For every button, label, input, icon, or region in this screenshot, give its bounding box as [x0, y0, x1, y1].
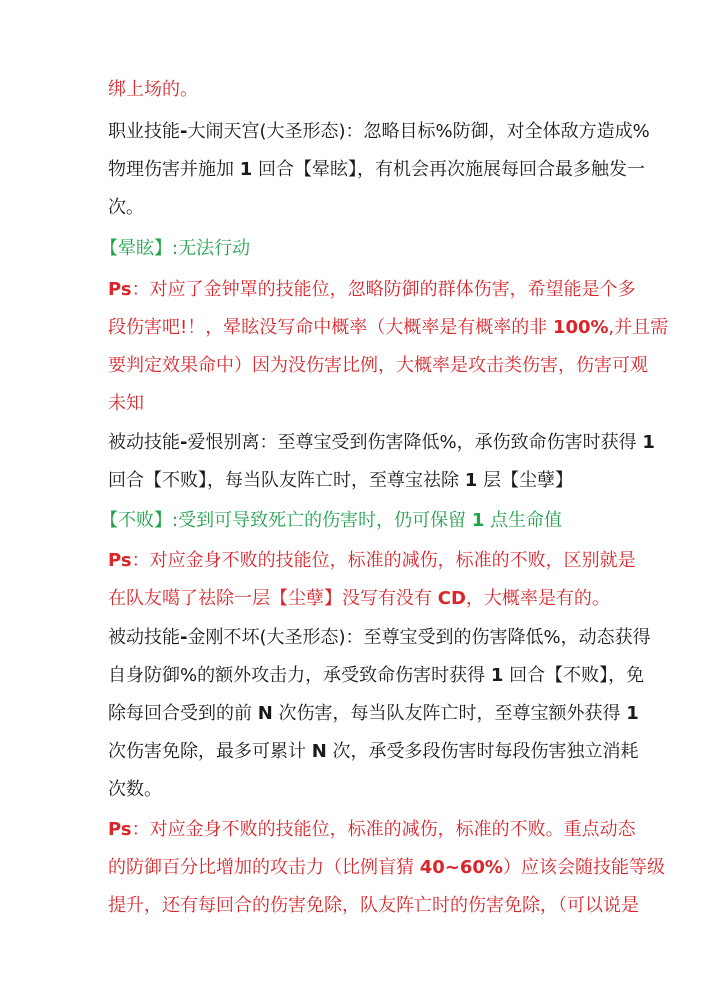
text-line-7: 段伤害吧!！，晕眩没写命中概率（大概率是有概率的非 100%,并且需 [108, 317, 669, 338]
text-line-3: 物理伤害并施加 1 回合【晕眩】，有机会再次施展每回合最多触发一 [108, 159, 645, 180]
text-line-12: 【不败】:受到可导致死亡的伤害时，仍可保留 1 点生命值 [100, 510, 563, 531]
text-line-14: 在队友噶了祛除一层【尘孽】没写有没有 CD，大概率是有的。 [108, 588, 610, 609]
text-line-15: 被动技能-金刚不坏(大圣形态)：至尊宝受到的伤害降低%，动态获得 [108, 627, 651, 648]
text-line-16: 自身防御%的额外攻击力，承受致命伤害时获得 1 回合【不败】，免 [108, 665, 645, 686]
text-line-8: 要判定效果命中）因为没伤害比例，大概率是攻击类伤害，伤害可观 [108, 355, 648, 376]
text-line-5: 【晕眩】:无法行动 [100, 238, 251, 259]
text-line-18: 次伤害免除，最多可累计 N 次，承受多段伤害时每段伤害独立消耗 [108, 741, 639, 762]
text-line-20: Ps：对应金身不败的技能位，标准的减伤，标准的不败。重点动态 [108, 819, 636, 840]
text-line-17: 除每回合受到的前 N 次伤害，每当队友阵亡时，至尊宝额外获得 1 [108, 703, 639, 724]
text-line-19: 次数。 [108, 779, 162, 800]
text-line-10: 被动技能-爱恨别离：至尊宝受到伤害降低%，承伤致命伤害时获得 1 [108, 432, 655, 453]
text-line-9: 未知 [108, 393, 144, 414]
text-line-21: 的防御百分比增加的攻击力（比例盲猜 40~60%）应该会随技能等级 [108, 857, 665, 878]
text-line-22: 提升，还有每回合的伤害免除，队友阵亡时的伤害免除，（可以说是 [108, 895, 639, 916]
text-line-6: Ps：对应了金钟罩的技能位，忽略防御的群体伤害，希望能是个多 [108, 279, 636, 300]
text-line-1: 绑上场的。 [108, 79, 198, 100]
text-line-2: 职业技能-大闹天宫(大圣形态)：忽略目标%防御，对全体敌方造成% [108, 121, 650, 142]
text-line-13: Ps：对应金身不败的技能位，标准的减伤，标准的不败，区别就是 [108, 550, 636, 571]
text-line-4: 次。 [108, 197, 144, 218]
text-line-11: 回合【不败】，每当队友阵亡时，至尊宝祛除 1 层【尘孽】 [108, 470, 573, 491]
